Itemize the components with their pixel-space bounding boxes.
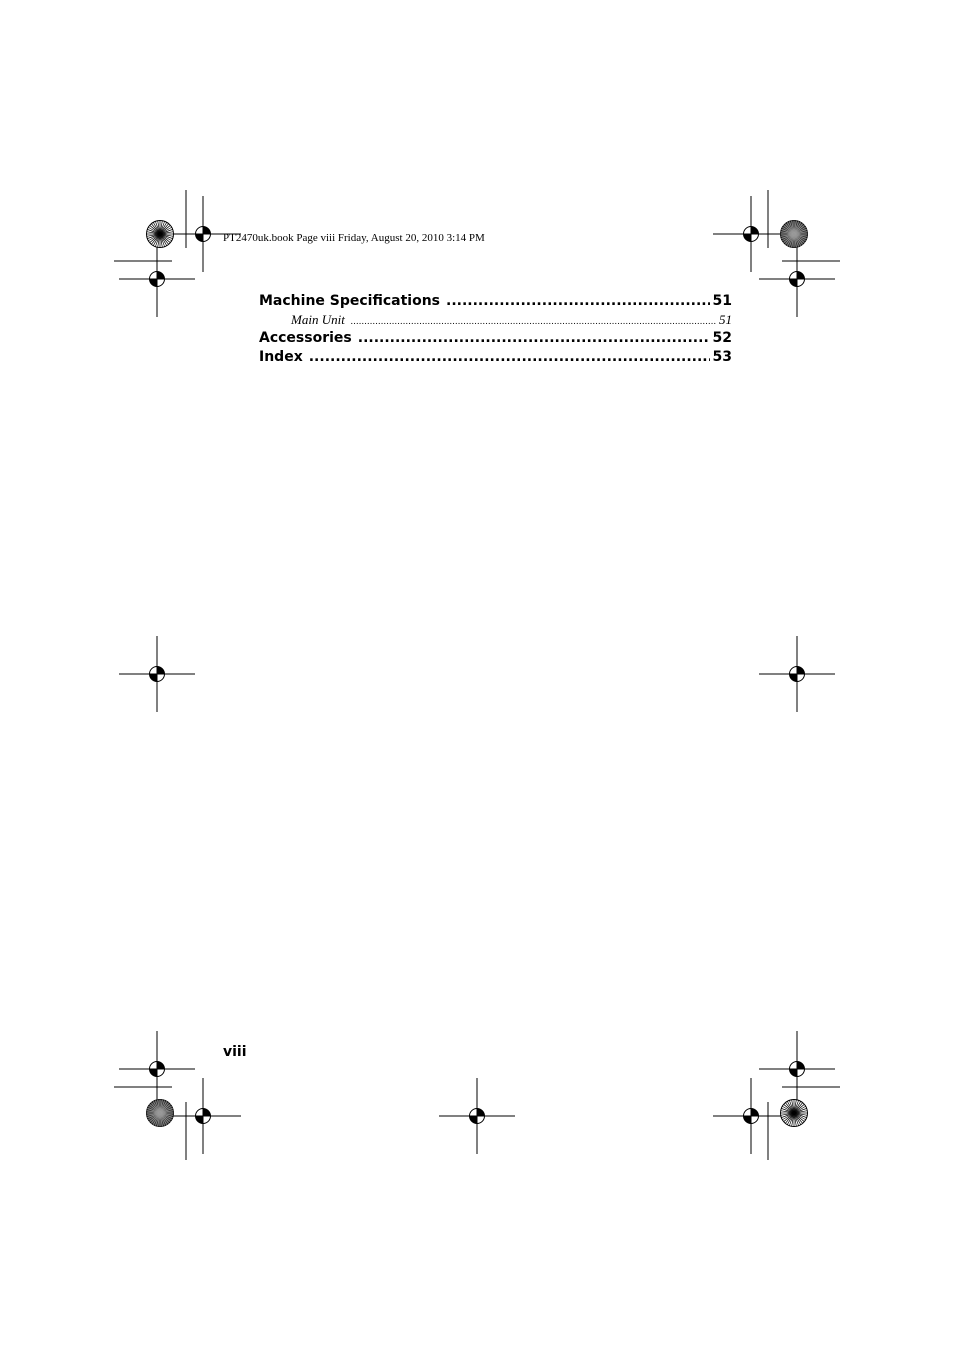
toc-entry-main-unit[interactable] [259,311,732,329]
dot-leader [309,348,710,367]
print-slug: PT2470uk.book Page viii Friday, August 20, 2010 3:14 PM [223,232,485,244]
registration-mark [119,241,195,317]
registration-mark [713,196,789,272]
registration-mark [759,241,835,317]
toc-entry-accessories[interactable] [259,329,732,348]
dot-leader [358,329,710,348]
page-number: viii [223,1044,247,1060]
toc-entry-label: Machine Specifications [259,293,441,309]
toc-entry-page: 53 [712,349,732,365]
toc-entry-label: Main Unit [291,312,345,327]
toc-entry-machine-specifications[interactable] [259,292,732,311]
dot-leader [351,312,716,330]
color-wheel-mark [147,1100,174,1127]
registration-mark [165,1078,241,1154]
toc-entry-label: Accessories [259,330,352,346]
registration-mark [119,1031,195,1107]
registration-mark [759,636,835,712]
registration-mark [439,1078,515,1154]
toc-entry-index[interactable] [259,348,732,367]
toc-entry-page: 51 [719,312,732,327]
registration-mark [119,636,195,712]
toc-entry-page: 51 [712,293,732,309]
color-wheel-mark [147,221,174,248]
registration-mark [759,1031,835,1107]
color-wheel-mark [781,221,808,248]
color-wheel-mark [781,1100,808,1127]
toc-entry-label: Index [259,349,303,365]
registration-mark [713,1078,789,1154]
table-of-contents [259,292,732,367]
toc-entry-page: 52 [712,330,732,346]
dot-leader [446,292,710,311]
